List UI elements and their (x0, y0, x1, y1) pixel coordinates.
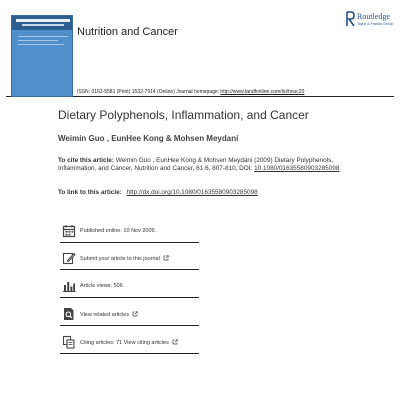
bar-chart-icon (62, 279, 76, 293)
cover-line (18, 36, 68, 37)
cover-line (18, 44, 64, 45)
article-views-count: Article views: 506 (80, 283, 123, 289)
cover-subtitle-strip (22, 24, 64, 26)
cover-line (18, 40, 58, 41)
journal-homepage-link[interactable]: http://www.tandfonline.com/loi/hnuc20 (220, 89, 305, 95)
journal-title[interactable]: Nutrition and Cancer (77, 26, 178, 38)
publisher-logo[interactable] (346, 9, 396, 31)
issn-text: ISSN: 0163-5581 (Print) 1532-7914 (Online) Journal homepage: (77, 89, 221, 95)
article-url-link[interactable]: http://dx.doi.org/10.1080/01635580903285098 (126, 189, 258, 196)
calendar-icon (62, 224, 76, 238)
publisher-name: Routledge (357, 12, 390, 21)
article-authors: Weimin Guo , EunHee Kong & Mohsen Meydani (58, 134, 239, 143)
publisher-tagline: Taylor & Francis Group (357, 22, 393, 26)
link-label: To link to this article: (58, 189, 124, 196)
related-articles-label: View related articles (80, 312, 130, 318)
related-articles-row[interactable] (60, 302, 199, 326)
citing-articles-icon (62, 335, 76, 349)
journal-cover-thumbnail[interactable] (11, 15, 73, 97)
journal-header (6, 5, 394, 97)
search-document-icon (62, 307, 76, 321)
published-date: Published online: 10 Nov 2009. (80, 228, 157, 234)
external-link-icon (172, 339, 178, 345)
published-row (60, 219, 199, 243)
external-link-icon (132, 311, 138, 317)
citing-articles-label: Citing articles: 71 View citing articles (80, 340, 169, 346)
submit-article-link[interactable] (80, 255, 169, 262)
cite-body: Weimin Guo , EunHee Kong & Mohsen Meydani (2009) Dietary Polyphenols, Inflammation, and Cancer, Nutrition and Cancer, 61:6, 807-810, DOI: (58, 157, 334, 173)
cover-title-strip (16, 19, 70, 22)
submit-article-row[interactable] (60, 246, 199, 270)
cite-prefix: To cite this article: (58, 157, 116, 164)
edit-icon (62, 251, 76, 265)
citing-articles-row[interactable] (60, 330, 199, 354)
article-link-line (58, 189, 258, 196)
routledge-logo-icon (346, 11, 355, 27)
external-link-icon (163, 255, 169, 261)
issn-line (77, 89, 304, 95)
article-views-row (60, 274, 199, 298)
doi-link[interactable]: 10.1080/01635580903285098 (254, 165, 340, 173)
article-title: Dietary Polyphenols, Inflammation, and Cancer (58, 108, 309, 122)
citing-articles-link[interactable] (80, 339, 178, 346)
submit-article-label: Submit your article to this journal (80, 256, 160, 262)
related-articles-link[interactable] (80, 311, 138, 318)
citation-block (58, 157, 358, 174)
